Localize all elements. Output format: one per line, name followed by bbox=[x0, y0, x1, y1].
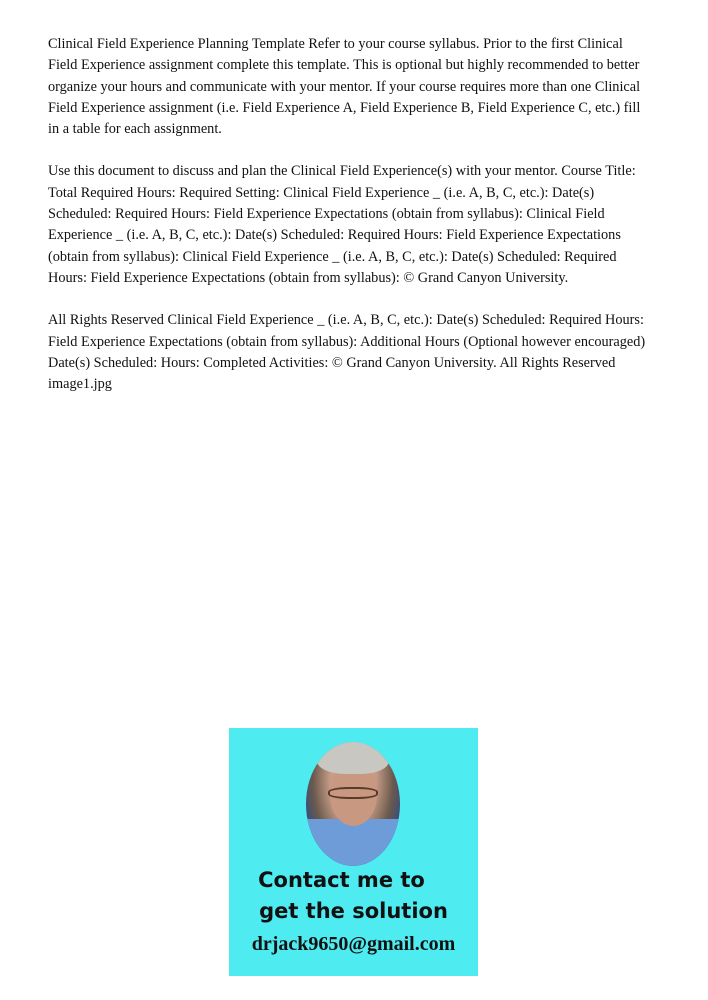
document-body bbox=[48, 34, 648, 416]
promo-email: drjack9650@gmail.com bbox=[251, 933, 456, 955]
paragraph-intro: Clinical Field Experience Planning Template Refer to your course syllabus. Prior to the first Clinical Field Experience assignment complete this template. This is optional but highly recommended to better organize your hours and communicate with your mentor. If your course requires more than one Clinical Field Experience assignment (i.e. Field Experience A, Field Experience B, Field Experience C, etc.) fill in a table for each assignment. bbox=[48, 36, 641, 138]
contact-promo-banner bbox=[229, 728, 478, 976]
promo-headline-2: get the solution bbox=[259, 899, 448, 923]
paragraph-additional-hours: All Rights Reserved Clinical Field Experience _ (i.e. A, B, C, etc.): Date(s) Scheduled: Required Hours: Field Experience Expectations (obtain from syllabus): Additional Hours (Optional however encouraged) Date(s) Scheduled: Hours: Completed Activities: © Grand Canyon University. All Rights Reserved image1.jpg bbox=[48, 312, 646, 393]
portrait-image bbox=[306, 742, 400, 866]
hair-shape bbox=[317, 742, 388, 774]
glasses-icon bbox=[328, 787, 379, 799]
paragraph-template-fields: Use this document to discuss and plan the Clinical Field Experience(s) with your mentor. Course Title: Total Required Hours: Required Setting: Clinical Field Experience _ (i.e. A, B, C, etc.): Date(s) Scheduled: Required Hours: Field Experience Expectations (obtain from syllabus): Clinical Field Experience _ (i.e. A, B, C, etc.): Date(s) Scheduled: Required Hours: Field Experience Expectations (obtain from syllabus): Clinical Field Experience _ (i.e. A, B, C, etc.): Date(s) Scheduled: Required Hours: Field Experience Expectations (obtain from syllabus): © Grand Canyon University. bbox=[48, 163, 636, 286]
promo-headline-1: Contact me to bbox=[258, 868, 425, 892]
